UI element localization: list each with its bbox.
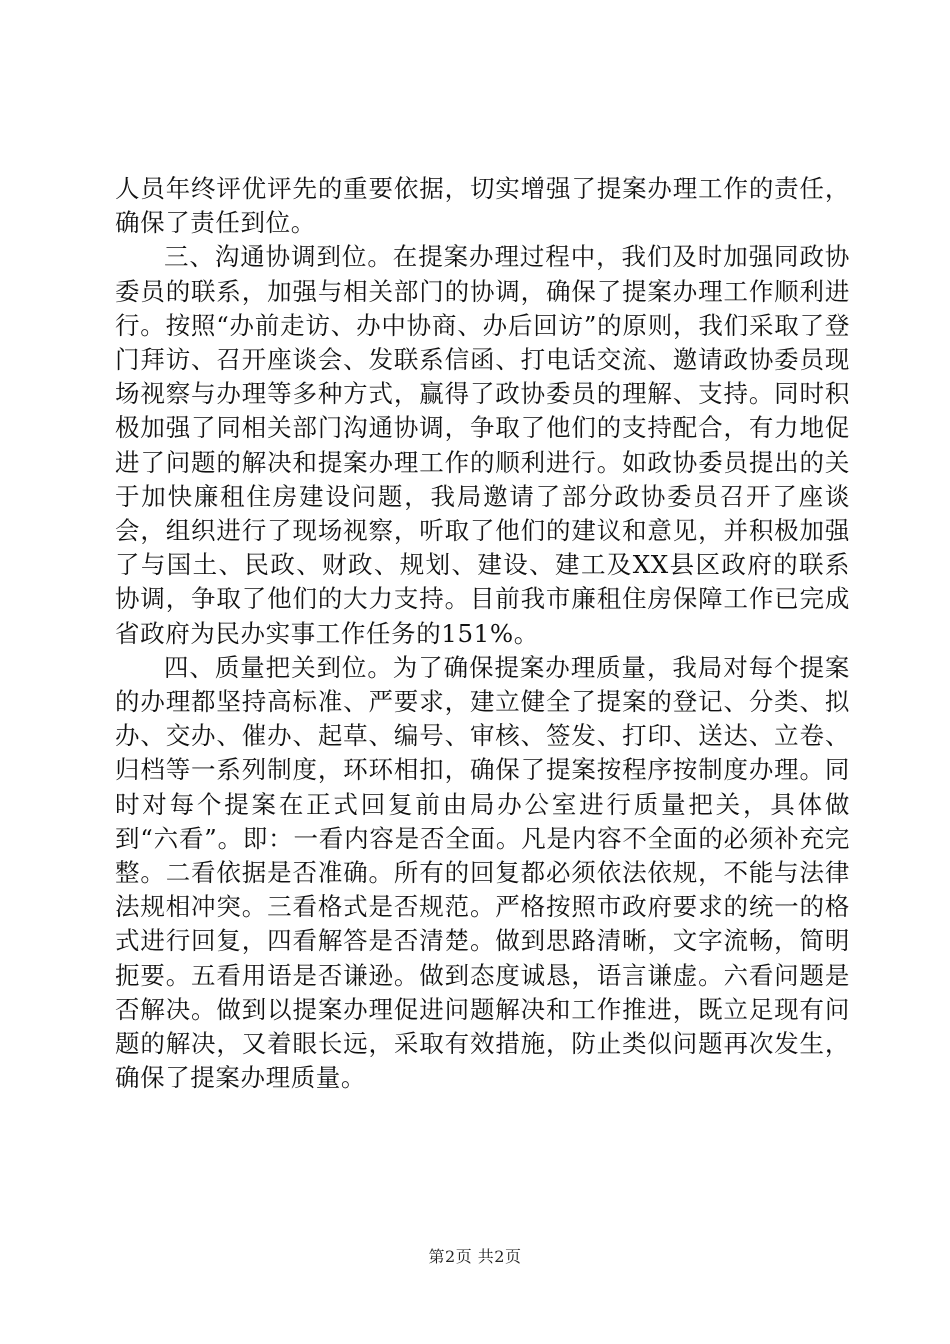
document-body <box>115 172 850 1095</box>
page-number: 第2页 共2页 <box>428 1247 522 1266</box>
paragraph-communication: 三、沟通协调到位。在提案办理过程中，我们及时加强同政协委员的联系，加强与相关部门的协调，确保了提案办理工作顺利进行。按照“办前走访、办中协商、办后回访”的原则，我们采取了登门拜访、召开座谈会、发联系信函、打电话交流、邀请政协委员现场视察与办理等多种方式，赢得了政协委员的理解、支持。同时积极加强了同相关部门沟通协调，争取了他们的支持配合，有力地促进了问题的解决和提案办理工作的顺利进行。如政协委员提出的关于加快廉租住房建设问题，我局邀请了部分政协委员召开了座谈会，组织进行了现场视察，听取了他们的建议和意见，并积极加强了与国土、民政、财政、规划、建设、建工及XX县区政府的联系协调，争取了他们的大力支持。目前我市廉租住房保障工作已完成省政府为民办实事工作任务的151%。 <box>115 242 850 648</box>
paragraph-continuation: 人员年终评优评先的重要依据，切实增强了提案办理工作的责任，确保了责任到位。 <box>115 174 850 238</box>
paragraph-quality-control: 四、质量把关到位。为了确保提案办理质量，我局对每个提案的办理都坚持高标准、严要求，建立健全了提案的登记、分类、拟办、交办、催办、起草、编号、审核、签发、打印、送达、立卷、归档等一系列制度，环环相扣，确保了提案按程序按制度办理。同时对每个提案在正式回复前由局办公室进行质量把关，具体做到“六看”。即：一看内容是否全面。凡是内容不全面的必须补充完整。二看依据是否准确。所有的回复都必须依法依规，不能与法律法规相冲突。三看格式是否规范。严格按照市政府要求的统一的格式进行回复，四看解答是否清楚。做到思路清晰，文字流畅，简明扼要。五看用语是否谦逊。做到态度诚恳，语言谦虚。六看问题是否解决。做到以提案办理促进问题解决和工作推进，既立足现有问题的解决，又着眼长远，采取有效措施，防止类似问题再次发生，确保了提案办理质量。 <box>115 652 850 1093</box>
